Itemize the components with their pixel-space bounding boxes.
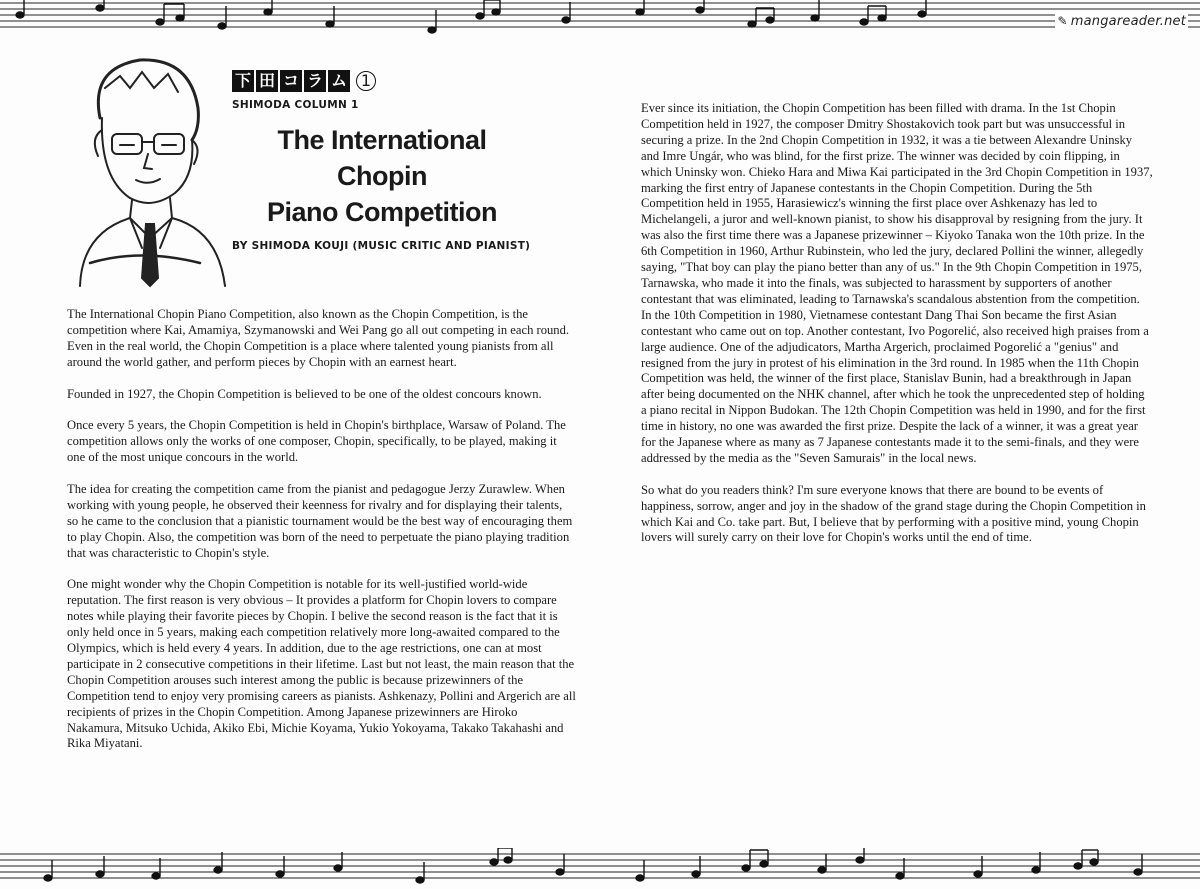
music-staff-bottom xyxy=(0,848,1200,888)
right-column xyxy=(641,101,1153,562)
column-number: 1 xyxy=(356,71,376,91)
jp-char: ラ xyxy=(304,70,326,92)
paragraph: One might wonder why the Chopin Competition is notable for its well-justified world-wide reputation. The first reason is very obvious – It provides a platform for Chopin lovers to compare notes while playing their favorite pieces by Chopin. I belive the second reason is the fact that it is only held once in 5 years, making each competition relatively more long-awaited compared to the Olympics, which is held every 4 years. In addition, due to the age restrictions, one can at most participate in 2 consecutive competitions in their lifetime. Last but not least, the main reason that the Chopin Competition arouses such interest among the public is because prizewinners of the Competition tend to enjoy very promising careers as pianists. Ashkenazy, Pollini and Argerich are all recipients of prizes in the Chopin Competition. Among Japanese prizewinners are Hiroko Nakamura, Mitsuko Uchida, Akiko Ebi, Michie Koyama, Yukio Yokoyama, Takako Takahashi and Rika Miyatani. xyxy=(67,577,576,751)
left-column xyxy=(67,307,576,768)
page-title xyxy=(232,122,532,230)
japanese-column-title xyxy=(232,70,376,92)
column-label: SHIMODA COLUMN 1 xyxy=(232,99,359,111)
paragraph: The idea for creating the competition came from the pianist and pedagogue Jerzy Zurawlew. When working with young people, he observed their keenness for rivalry and for displaying their talents, so he came to the conclusion that a pianistic tournament would be the best way of encouraging them to play Chopin. Also, the competition was born of the need to perpetuate the piano playing tradition that was characteristic to Chopin's style. xyxy=(67,481,573,560)
byline: BY SHIMODA KOUJI (MUSIC CRITIC AND PIANIST) xyxy=(232,240,531,252)
paragraph: Once every 5 years, the Chopin Competition is held in Chopin's birthplace, Warsaw of Poland. The competition allows only the works of one composer, Chopin, specifically, to be played, making it one of the most unique concours in the world. xyxy=(67,418,566,465)
jp-char: ム xyxy=(328,70,350,92)
jp-char: 下 xyxy=(232,70,254,92)
paragraph: Founded in 1927, the Chopin Competition is believed to be one of the oldest concours known. xyxy=(67,386,542,401)
column-header xyxy=(232,70,376,92)
manga-logo-icon: ✎ xyxy=(1057,14,1068,28)
title-line-2: Piano Competition xyxy=(267,197,497,227)
paragraph: The International Chopin Piano Competition, also known as the Chopin Competition, is the competition where Kai, Amamiya, Szymanowski and Wei Pang go all out competing in each round. Even in the real world, the Chopin Competition is a place where talented young pianists from all around the world gather, and perform pieces by Chopin with an earnest heart. xyxy=(67,307,570,369)
watermark xyxy=(1055,14,1188,29)
watermark-text: mangareader.net xyxy=(1070,14,1186,29)
paragraph: Ever since its initiation, the Chopin Competition has been filled with drama. In the 1st Chopin Competition held in 1927, the composer Dmitry Shostakovich took part but was unsuccessful in securing a prize. In the 2nd Chopin Competition in 1932, it was a tie between Alexandre Uninsky and Imre Ungár, who was blind, for the first prize. The winner was decided by coin flipping, in which Uninsky won. Chieko Hara and Miwa Kai participated in the 3rd Chopin Competition in 1937, marking the first entry of Japanese contestants in the Chopin Competition. During the 5th Competition held in 1955, Harasiewicz's winning the first place over Ashkenazy has led to Michelangeli, a juror and well-known pianist, to show his disapproval by resigning from the jury. It was also the first time there was a Japanese prizewinner – Kiyoko Tanaka won the 10th prize. In the 6th Competition in 1960, Arthur Rubinstein, who led the jury, declared Pollini the winner, allegedly saying, "That boy can play the piano better than any of us." In the 9th Chopin Competition in 1975, Tarnawska, who made it into the finals, was subjected to harassment by supporters of another contestant that was eliminated, leading to Tarnawska's scandalous abstention from the competition. In the 10th Competition in 1980, Vietnamese contestant Dang Thai Son became the first Asian contestant who came out on top. Another contestant, Ivo Pogorelić, also received high praises from a large audience. One of the adjudicators, Martha Argerich, proclaimed Pogorelić a "genius" and resigned from the jury in protest of his elimination in the 3rd round. In 1985 when the 11th Chopin Competition was held, the winner of the first place, Stanislav Bunin, had a breakthrough in Japan after being documented on the NHK channel, after which he took the unprecedented step of holding a piano recital in Nippon Budokan. The 12th Chopin Competition was held in 1990, and for the first time in history, no one was awarded the first prize. Despite the lack of a winner, it was a great year for the Japanese where as many as 7 Japanese contestants made it to the semi-finals, and they were addressed by the media as the "Seven Samurais" in the local news. xyxy=(641,101,1153,465)
paragraph: So what do you readers think? I'm sure everyone knows that there are bound to be events of happiness, sorrow, anger and joy in the shadow of the grand stage during the Chopin Competition in which Kai and Co. take part. But, I believe that by performing with a positive mind, young Chopin lovers will surely carry on their love for Chopin's works until the end of time. xyxy=(641,482,1146,545)
title-line-1: The International Chopin xyxy=(277,125,487,191)
author-portrait xyxy=(60,48,230,288)
music-staff-top xyxy=(0,0,1200,40)
jp-char: 田 xyxy=(256,70,278,92)
jp-char: コ xyxy=(280,70,302,92)
